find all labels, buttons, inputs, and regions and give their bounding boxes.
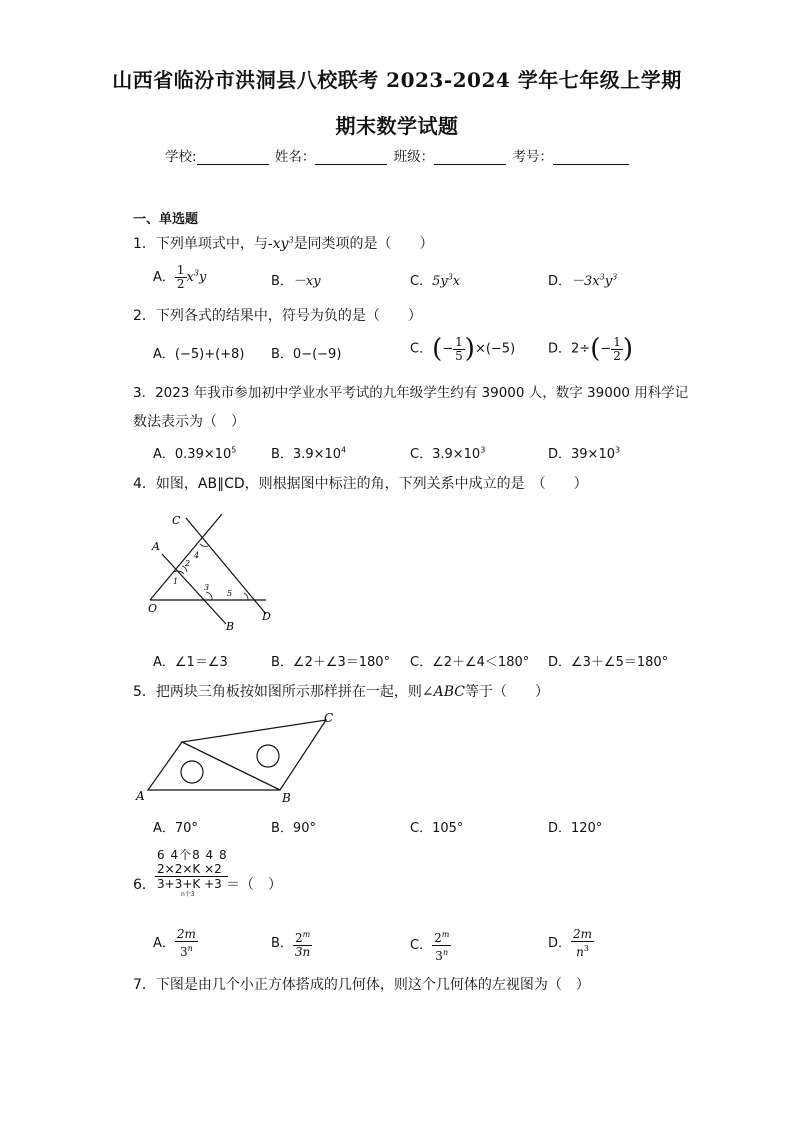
q6-tail: ＝（ ） [226,877,282,893]
q3-option-d[interactable]: D．$39\times 10^3$ [548,445,621,462]
q6-label: 6． [133,877,156,893]
label-a: A [152,540,160,553]
q5-stem: 5．把两块三角板按如图所示那样拼在一起，则∠ABC等于（ ） [133,684,550,700]
q5-option-c[interactable]: C．105° [410,821,464,836]
q6-option-c[interactable]: C． $\frac{2^m}{3^n}$ [410,930,450,963]
q2-option-a[interactable]: A．(−5)+(+8) [153,347,245,362]
angle-3-label: 3 [204,583,210,592]
q6-expression: 6 4个8 4 8 2×2×K ×2 3+3+K +3 n个3 [157,848,228,898]
label-c: C [172,514,181,527]
label-b: B [282,791,291,805]
angle-2-label: 2 [185,559,191,568]
name-label: 姓名： [274,149,316,165]
q4-option-c[interactable]: C．∠2＋∠4＜180° [410,655,530,670]
angle-4-label: 4 [194,551,200,560]
school-label: 学校: [165,149,197,165]
class-blank[interactable] [434,150,506,165]
label-b: B [226,620,235,633]
q3-stem-line2: 数法表示为（ ） [133,414,245,430]
section-heading: 一、单选题 [133,212,199,227]
student-info-row [165,145,631,165]
q3-option-c[interactable]: C．$3.9\times 10^3$ [410,445,486,462]
q6-option-a[interactable]: A． $\frac{2m}{3^n}$ [153,927,196,959]
q6-option-b[interactable]: B． $\frac{2^m}{3n}$ [271,930,311,959]
q3-option-a[interactable]: A．$0.39\times 10^5$ [153,445,237,462]
q2-option-b[interactable]: B．0−(−9) [271,347,342,362]
q1-option-c[interactable]: C．$5y^3x$ [410,272,461,289]
q1-option-d[interactable]: D．$-3x^3y^3$ [548,272,618,289]
q2-stem: 2．下列各式的结果中，符号为负的是（ ） [133,308,422,324]
q5-option-b[interactable]: B．90° [271,821,316,836]
q1-stem: 1．下列单项式中，与$-xy^3$是同类项的是（ ） [133,235,434,252]
name-blank[interactable] [315,150,387,165]
q5-option-a[interactable]: A．70° [153,821,198,836]
title-line2: 期末数学试题 [335,114,459,138]
q3-option-b[interactable]: B．$3.9\times 10^4$ [271,445,347,462]
q6-option-d[interactable]: D． $\frac{2m}{n^3}$ [548,927,593,959]
q3-stem-line1: 3．2023 年我市参加初中学业水平考试的九年级学生约有 39000 人，数字 39000 用科学记 [133,385,689,401]
q4-figure [140,508,280,636]
exam-number-blank[interactable] [553,150,629,165]
school-blank[interactable] [197,150,269,165]
q1-option-b[interactable]: B．－xy [271,274,321,289]
q4-stem: 4．如图，AB∥CD，则根据图中标注的角，下列关系中成立的是 （ ） [133,476,588,492]
label-a: A [136,789,145,803]
q5-figure [130,708,340,808]
angle-1-label: 1 [173,577,179,586]
q2-option-c[interactable]: C．(− $\frac{1}{5}$ )×(−5) [410,334,516,364]
q4-option-a[interactable]: A．∠1＝∠3 [153,655,228,670]
q2-option-d[interactable]: D．2÷(− $\frac{1}{2}$ ) [548,334,634,364]
class-label: 班级： [393,149,435,165]
angle-5-label: 5 [227,589,233,598]
label-c: C [324,711,334,725]
q4-option-d[interactable]: D．∠3＋∠5＝180° [548,655,669,670]
q5-option-d[interactable]: D．120° [548,821,603,836]
q1-option-a[interactable]: A． $\frac{1}{2}$ $x^3y$ [153,263,207,291]
q4-option-b[interactable]: B．∠2＋∠3＝180° [271,655,391,670]
title-line1: 山西省临汾市洪洞县八校联考 2023-2024 学年七年级上学期 [112,68,682,92]
label-d: D [262,610,271,623]
label-o: O [148,602,158,615]
exam-number-label: 考号： [512,149,553,165]
q7-stem: 7．下图是由几个小正方体搭成的几何体，则这个几何体的左视图为（ ） [133,977,590,993]
